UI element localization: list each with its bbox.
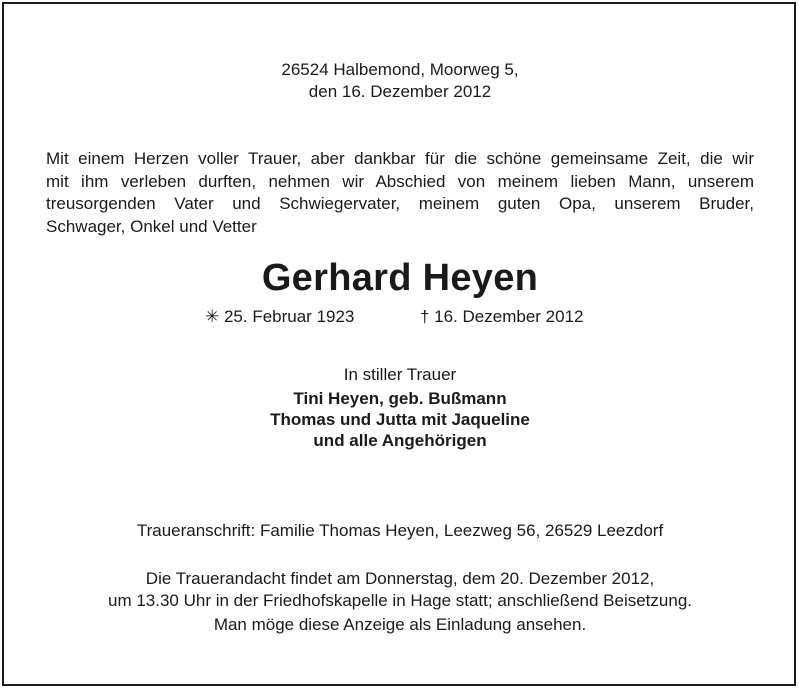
intro-line: mit ihm verleben durften, nehmen wir Abschied von meinem lieben Mann, unserem <box>46 171 754 191</box>
header-address: 26524 Halbemond, Moorweg 5, <box>281 60 519 79</box>
birth-date: ✳ 25. Februar 1923 <box>205 307 355 326</box>
ceremony-line: um 13.30 Uhr in der Friedhofskapelle in Hage statt; anschließend Beisetzung. <box>108 591 692 610</box>
invitation-note: Man möge diese Anzeige als Einladung ansehen. <box>213 615 587 634</box>
deceased-name: Gerhard Heyen <box>261 257 539 299</box>
intro-line: Mit einem Herzen voller Trauer, aber dankbar für die schöne gemeinsame Zeit, die wir <box>46 149 754 168</box>
mourner-name: Thomas und Jutta mit Jaqueline <box>270 410 530 429</box>
mourning-address: Traueranschrift: Familie Thomas Heyen, Leezweg 56, 26529 Leezdorf <box>136 521 664 540</box>
death-date: † 16. Dezember 2012 <box>420 307 584 326</box>
intro-line: treusorgenden Vater und Schwiegervater, meinem guten Opa, unserem Bruder, <box>46 194 754 213</box>
mourner-name: Tini Heyen, geb. Bußmann <box>293 389 507 408</box>
ceremony-line: Die Trauerandacht findet am Donnerstag, dem 20. Dezember 2012, <box>145 569 655 588</box>
mourners-heading: In stiller Trauer <box>343 365 457 384</box>
intro-line: Schwager, Onkel und Vetter <box>46 216 257 236</box>
header-date: den 16. Dezember 2012 <box>308 82 492 101</box>
intro-text <box>46 148 754 238</box>
mourner-name: und alle Angehörigen <box>313 431 487 450</box>
